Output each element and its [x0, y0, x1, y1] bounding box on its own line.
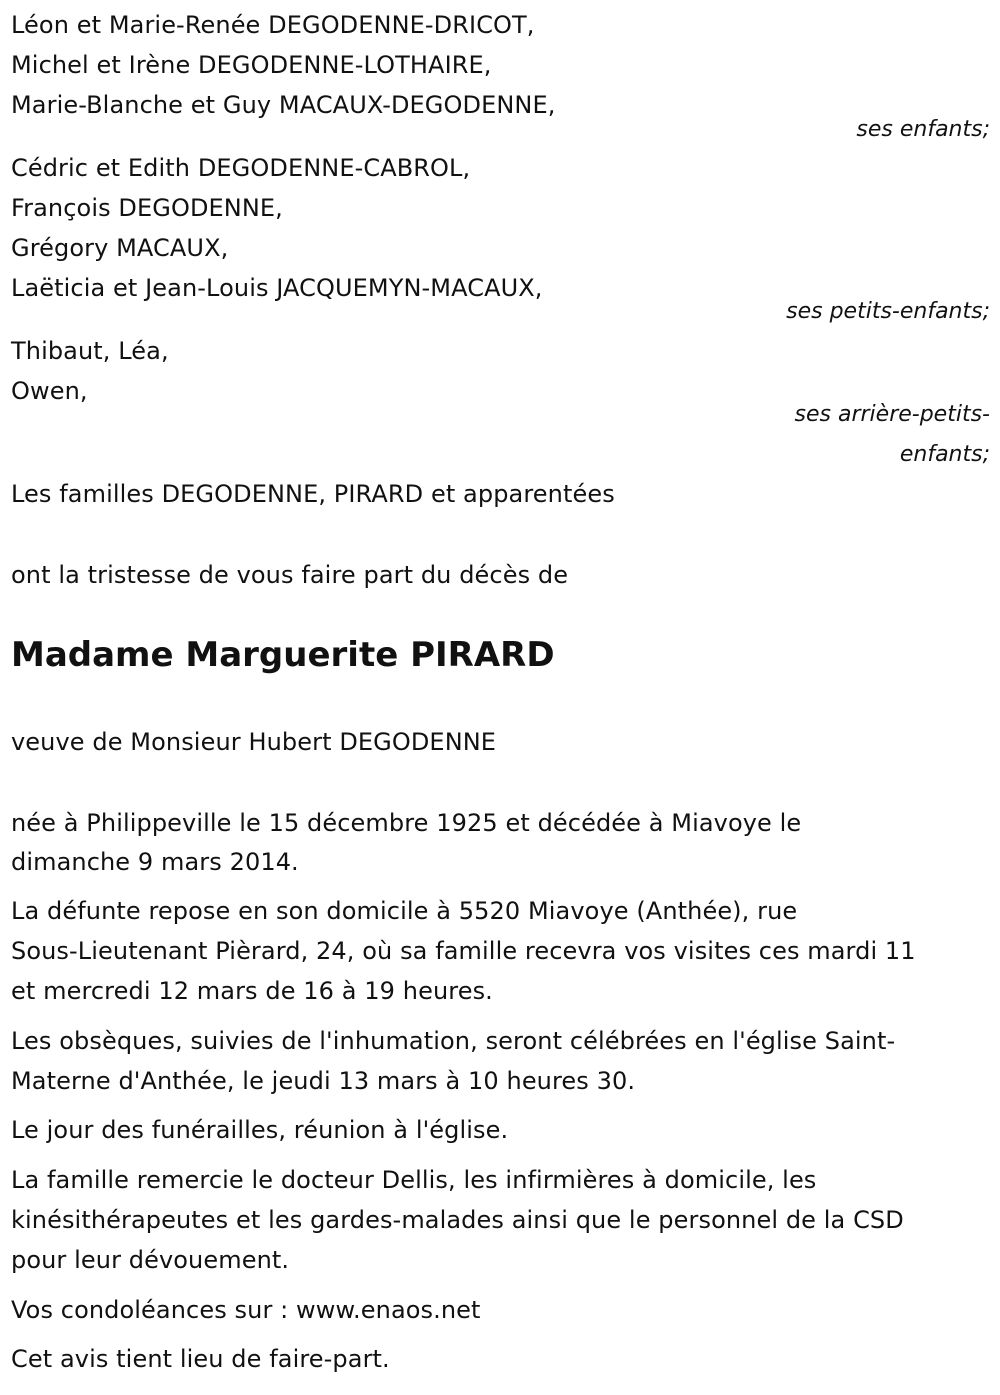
- widow-of-line: veuve de Monsieur Hubert DEGODENNE: [11, 728, 497, 756]
- meeting-line: Le jour des funérailles, réunion à l'église.: [11, 1116, 509, 1144]
- great-grandchild-line-2: Owen,: [11, 377, 88, 405]
- thanks-line-1: La famille remercie le docteur Dellis, les infirmières à domicile, les: [11, 1166, 817, 1194]
- great-grandchildren-role-line-1: ses arrière-petits-: [794, 402, 990, 427]
- funeral-line-2: Materne d'Anthée, le jeudi 13 mars à 10 heures 30.: [11, 1067, 636, 1095]
- visitation-line-3: et mercredi 12 mars de 16 à 19 heures.: [11, 977, 493, 1005]
- great-grandchild-line-1: Thibaut, Léa,: [11, 337, 169, 365]
- child-line-1: Léon et Marie-Renée DEGODENNE-DRICOT,: [11, 11, 535, 39]
- great-grandchildren-role-line-2: enfants;: [899, 442, 990, 467]
- grandchildren-role: ses petits-enfants;: [786, 299, 990, 324]
- visitation-line-2: Sous-Lieutenant Pièrard, 24, où sa famille recevra vos visites ces mardi 11: [11, 937, 916, 965]
- deceased-name: Madame Marguerite PIRARD: [11, 635, 555, 675]
- announcement-line: ont la tristesse de vous faire part du décès de: [11, 561, 569, 589]
- funeral-line-1: Les obsèques, suivies de l'inhumation, seront célébrées en l'église Saint-: [11, 1027, 896, 1055]
- child-line-2: Michel et Irène DEGODENNE-LOTHAIRE,: [11, 51, 492, 79]
- child-line-3: Marie-Blanche et Guy MACAUX-DEGODENNE,: [11, 91, 556, 119]
- grandchild-line-3: Grégory MACAUX,: [11, 234, 229, 262]
- grandchild-line-4: Laëticia et Jean-Louis JACQUEMYN-MACAUX,: [11, 274, 543, 302]
- grandchild-line-1: Cédric et Edith DEGODENNE-CABROL,: [11, 154, 471, 182]
- thanks-line-2: kinésithérapeutes et les gardes-malades ainsi que le personnel de la CSD: [11, 1206, 904, 1234]
- condolences-line: Vos condoléances sur : www.enaos.net: [11, 1296, 481, 1324]
- thanks-line-3: pour leur dévouement.: [11, 1246, 290, 1274]
- grandchild-line-2: François DEGODENNE,: [11, 194, 283, 222]
- children-role: ses enfants;: [856, 117, 990, 142]
- visitation-line-1: La défunte repose en son domicile à 5520 Miavoye (Anthée), rue: [11, 897, 798, 925]
- birth-death-line-1: née à Philippeville le 15 décembre 1925 et décédée à Miavoye le: [11, 809, 802, 837]
- notice-line: Cet avis tient lieu de faire-part.: [11, 1345, 390, 1373]
- birth-death-line-2: dimanche 9 mars 2014.: [11, 848, 299, 876]
- families-line: Les familles DEGODENNE, PIRARD et apparentées: [11, 480, 615, 508]
